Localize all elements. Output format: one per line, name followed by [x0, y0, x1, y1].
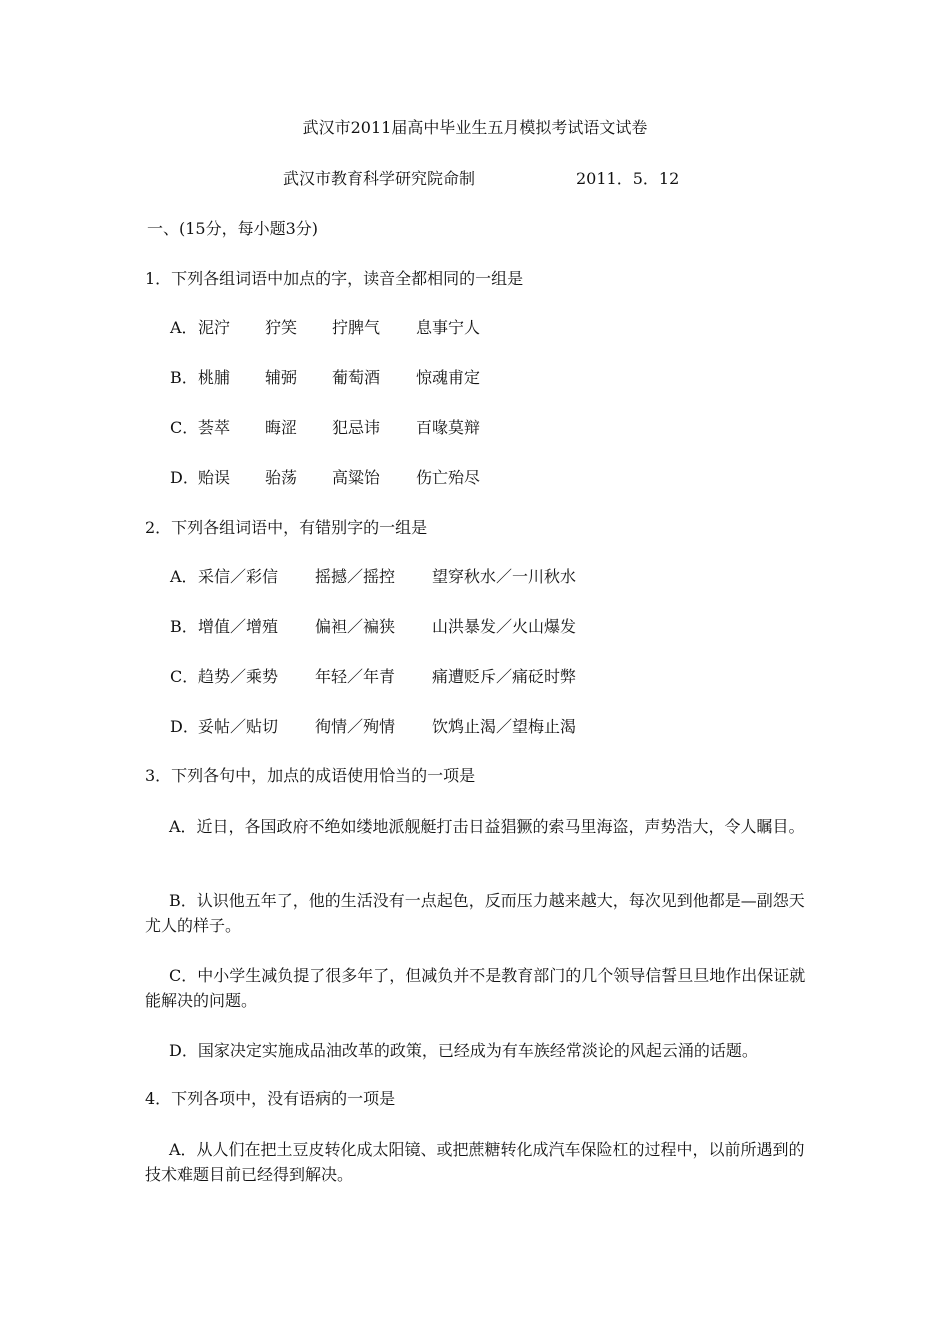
question-3-stem: 3．下列各句中，加点的成语使用恰当的一项是 [145, 766, 476, 785]
option-word: 妥帖／贴切 [198, 717, 279, 736]
question-4-stem: 4．下列各项中，没有语病的一项是 [145, 1089, 396, 1108]
option-word: 犯忌讳 [332, 418, 381, 437]
exam-date: 2011．5．12 [576, 169, 680, 188]
exam-title: 武汉市2011届高中毕业生五月模拟考试语文试卷 [302, 118, 648, 137]
option-label: D． [170, 468, 199, 487]
question-3-option-a: A．近日，各国政府不绝如缕地派舰艇打击日益猖獗的索马里海盗，声势浩大，令人瞩目。 [169, 817, 805, 836]
option-word: 增值／增殖 [198, 617, 279, 636]
option-label: C． [170, 418, 199, 437]
option-word: 山洪暴发／火山爆发 [432, 617, 577, 636]
option-word: 桃脯 [198, 368, 231, 387]
option-word: 息事宁人 [416, 318, 481, 337]
option-word: 骀荡 [265, 468, 298, 487]
question-3-option-d: D．国家决定实施成品油改革的政策，已经成为有车族经常淡论的风起云涌的话题。 [169, 1041, 758, 1060]
question-3-option-b: B．认识他五年了，他的生活没有一点起色，反而压力越来越大，每次见到他都是—副怨天尤人的样子。 [145, 891, 805, 935]
option-word: 晦涩 [265, 418, 298, 437]
option-word: 高粱饴 [332, 468, 381, 487]
option-word: 葡萄酒 [332, 368, 381, 387]
option-word: 泥泞 [198, 318, 231, 337]
question-1-stem: 1．下列各组词语中加点的字，读音全都相同的一组是 [145, 269, 524, 288]
option-label: A． [170, 567, 198, 586]
question-2-stem: 2．下列各组词语中，有错别字的一组是 [145, 518, 428, 537]
exam-issuer: 武汉市教育科学研究院命制 [283, 169, 476, 188]
option-label: B． [170, 617, 198, 636]
option-word: 饮鸩止渴／望梅止渴 [432, 717, 577, 736]
option-word: 辅弼 [265, 368, 298, 387]
option-word: 惊魂甫定 [416, 368, 481, 387]
option-word: 荟萃 [198, 418, 231, 437]
option-word: 拧脾气 [332, 318, 381, 337]
option-word: 偏袒／褊狭 [315, 617, 396, 636]
option-word: 年轻／年青 [315, 667, 396, 686]
option-word: 狞笑 [265, 318, 298, 337]
question-4-option-a: A．从人们在把土豆皮转化成太阳镜、或把蔗糖转化成汽车保险杠的过程中，以前所遇到的技术难题目前已经得到解决。 [145, 1140, 805, 1184]
option-word: 趋势／乘势 [198, 667, 279, 686]
section-heading: 一、(15分，每小题3分) [147, 219, 319, 238]
option-word: 望穿秋水／一川秋水 [432, 567, 577, 586]
option-word: 徇情／殉情 [315, 717, 396, 736]
option-word: 伤亡殆尽 [416, 468, 481, 487]
option-word: 采信／彩信 [198, 567, 279, 586]
option-label: A． [170, 318, 198, 337]
question-3-option-c: C．中小学生减负提了很多年了，但减负并不是教育部门的几个领导信誓旦旦地作出保证就能解决的问题。 [145, 966, 806, 1010]
option-word: 摇撼／摇控 [315, 567, 396, 586]
option-label: C． [170, 667, 199, 686]
option-word: 贻误 [198, 468, 231, 487]
option-label: B． [170, 368, 198, 387]
option-label: D． [170, 717, 199, 736]
option-word: 痛遭贬斥／痛砭时弊 [432, 667, 577, 686]
option-word: 百喙莫辩 [416, 418, 481, 437]
